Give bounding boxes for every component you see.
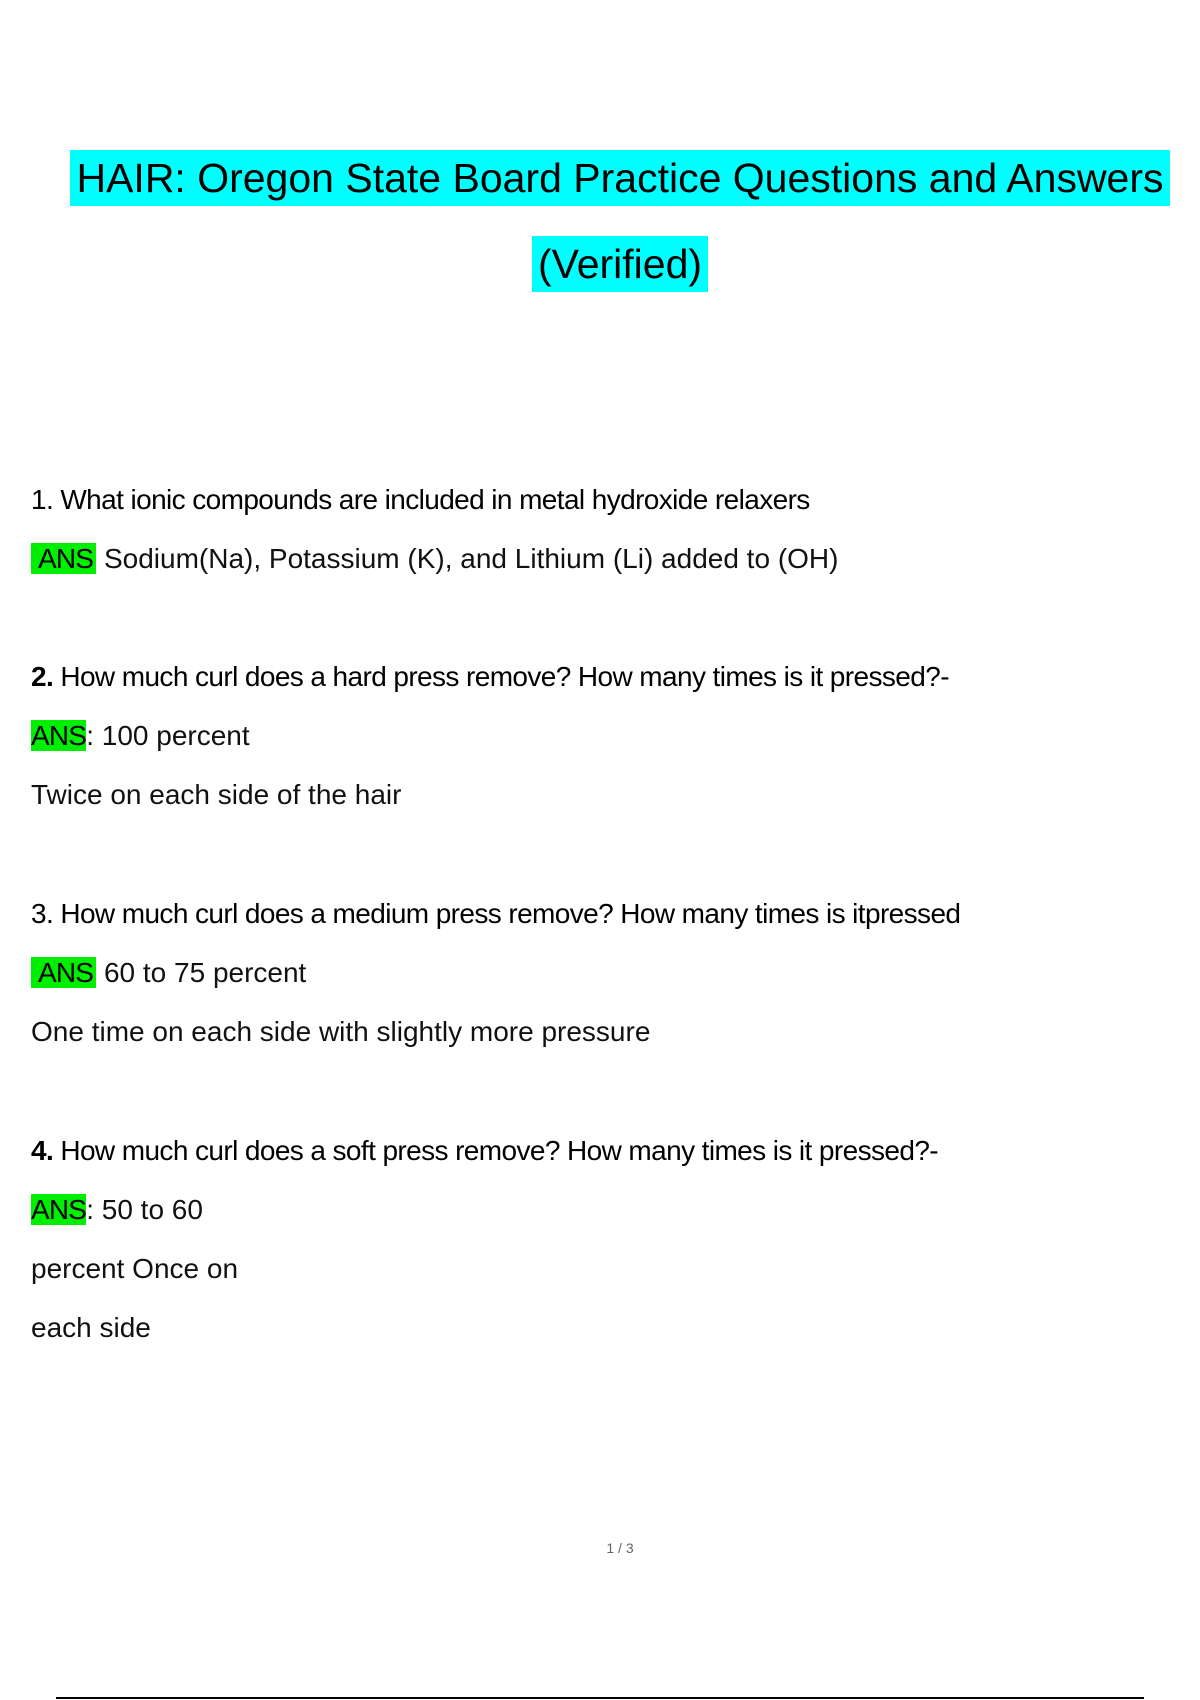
document-title: HAIR: Oregon State Board Practice Questions and Answers (70, 150, 1169, 206)
question-text: What ionic compounds are included in metal hydroxide relaxers (60, 484, 810, 515)
answer-label: ANS (31, 543, 96, 574)
answer-label: ANS (31, 720, 87, 751)
question-number: 4. (31, 1135, 54, 1166)
question-text: How much curl does a soft press remove? How many times is it pressed?- (60, 1135, 939, 1166)
answer-4-line-1 (31, 1190, 1151, 1230)
question-4 (31, 1131, 1151, 1171)
question-block-4 (31, 1131, 1151, 1348)
answer-separator: : (86, 720, 94, 751)
answer-label: ANS (31, 1194, 87, 1225)
document-title-verified: (Verified) (532, 236, 708, 292)
question-number: 3. (31, 898, 54, 929)
question-number: 2. (31, 661, 54, 692)
title-line-2-container (0, 236, 1200, 292)
answer-text: 100 percent (101, 720, 250, 751)
answer-text: Sodium(Na), Potassium (K), and Lithium (Li) added to (OH) (103, 543, 839, 574)
title-line-1-container (0, 150, 1200, 206)
question-1 (31, 480, 1151, 520)
answer-text: 50 to 60 (101, 1194, 203, 1225)
question-text: How much curl does a hard press remove? How many times is it pressed?- (60, 661, 949, 692)
answer-4-line-3: each side (31, 1312, 151, 1343)
answer-2-line-2: Twice on each side of the hair (31, 779, 402, 810)
answer-4-line-2: percent Once on (31, 1253, 239, 1284)
answer-3-line-1 (31, 953, 1151, 993)
bottom-divider (56, 1697, 1144, 1699)
question-block-2 (31, 657, 1151, 815)
question-2 (31, 657, 1151, 697)
page-indicator: 1 / 3 (606, 1540, 634, 1556)
answer-3-line-2: One time on each side with slightly more pressure (31, 1016, 651, 1047)
answer-label: ANS (31, 957, 96, 988)
answer-separator: : (86, 1194, 94, 1225)
question-block-1 (31, 480, 1151, 579)
answer-text: 60 to 75 percent (103, 957, 307, 988)
question-3 (31, 894, 1151, 934)
question-block-3 (31, 894, 1151, 1052)
question-text: How much curl does a medium press remove? How many times is itpressed (60, 898, 961, 929)
answer-2-line-1 (31, 716, 1151, 756)
question-number: 1. (31, 484, 54, 515)
answer-1-line-1 (31, 539, 1151, 579)
